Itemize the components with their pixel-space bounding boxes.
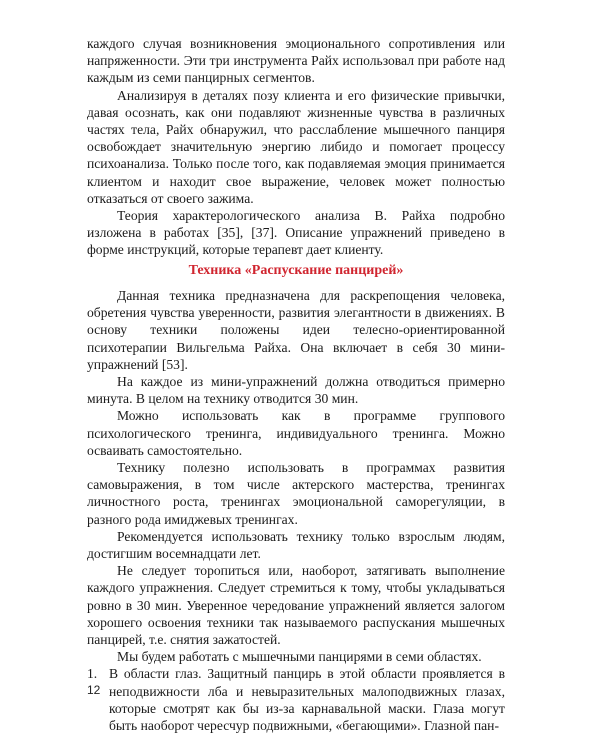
list-text: В области глаз. Защитный панцирь в этой области проявляется в неподвижности лба и невыразительных малоподвижных глазах, которые смотрят как бы из-за карнавальной маски. Глаза могут быть наоборот чересчур подвижными, «бегающими». Глазной пан- [109, 666, 505, 734]
list-number: 1. [87, 666, 98, 682]
paragraph: Мы будем работать с мышечными панцирями в семи областях. [117, 649, 482, 665]
paragraph: Анализируя в деталях позу клиента и его физические привычки, давая осознать, как они подавляют жизненные чувства в различных частях тела, Райх обнаружил, что расслабление мышечного панциря освобождает значительную энергию либидо и помогает процессу психоанализа. Только после того, как подавляемая эмоция принимается клиентом и находит свое выражение, человек может полностью отказаться от своего зажима. [87, 87, 505, 206]
paragraph: Данная техника предназначена для раскрепощения человека, обретения чувства уверенности, развития элегантности в движениях. В основу техники положены идеи телесно-ориентированной психотерапии Вильгельма Райха. Она включает в себя 30 мини-упражнений [53]. [87, 288, 505, 372]
page-number: 12 [87, 683, 101, 697]
paragraph: На каждое из мини-упражнений должна отводиться примерно минута. В целом на технику отводится 30 мин. [87, 374, 505, 407]
section-body [87, 287, 505, 734]
intro-text [87, 35, 505, 259]
paragraph: Теория характерологического анализа В. Райха подробно изложена в работах [35], [37]. Описание упражнений приведено в форме инструкций, которые терапевт дает клиенту. [87, 208, 505, 258]
paragraph: каждого случая возникновения эмоционального сопротивления или напряженности. Эти три инструмента Райх использовал при работе над каждым из семи панцирных сегментов. [87, 36, 505, 86]
paragraph: Рекомендуется использовать технику только взрослым людям, достигшим восемнадцати лет. [87, 528, 505, 562]
section-heading: Техника «Распускание панцирей» [188, 263, 404, 278]
paragraph: Не следует торопиться или, наоборот, затягивать выполнение каждого упражнения. Следует стремиться к тому, чтобы укладываться ровно в 30 мин. Уверенное чередование упражнений является залогом хорошего освоения техники так называемого распускания мышечных панцирей, т.е. снятия зажатостей. [87, 563, 505, 648]
paragraph: Можно использовать как в программе группового психологического тренинга, индивидуального тренинга. Можно осваивать самостоятельно. [87, 408, 505, 458]
paragraph: Технику полезно использовать в программах развития самовыражения, в том числе актерского мастерства, тренингах личностного роста, тренингах эмоциональной саморегуляции, в разного рода имиджевых тренингах. [87, 460, 505, 527]
list-item [87, 665, 505, 734]
